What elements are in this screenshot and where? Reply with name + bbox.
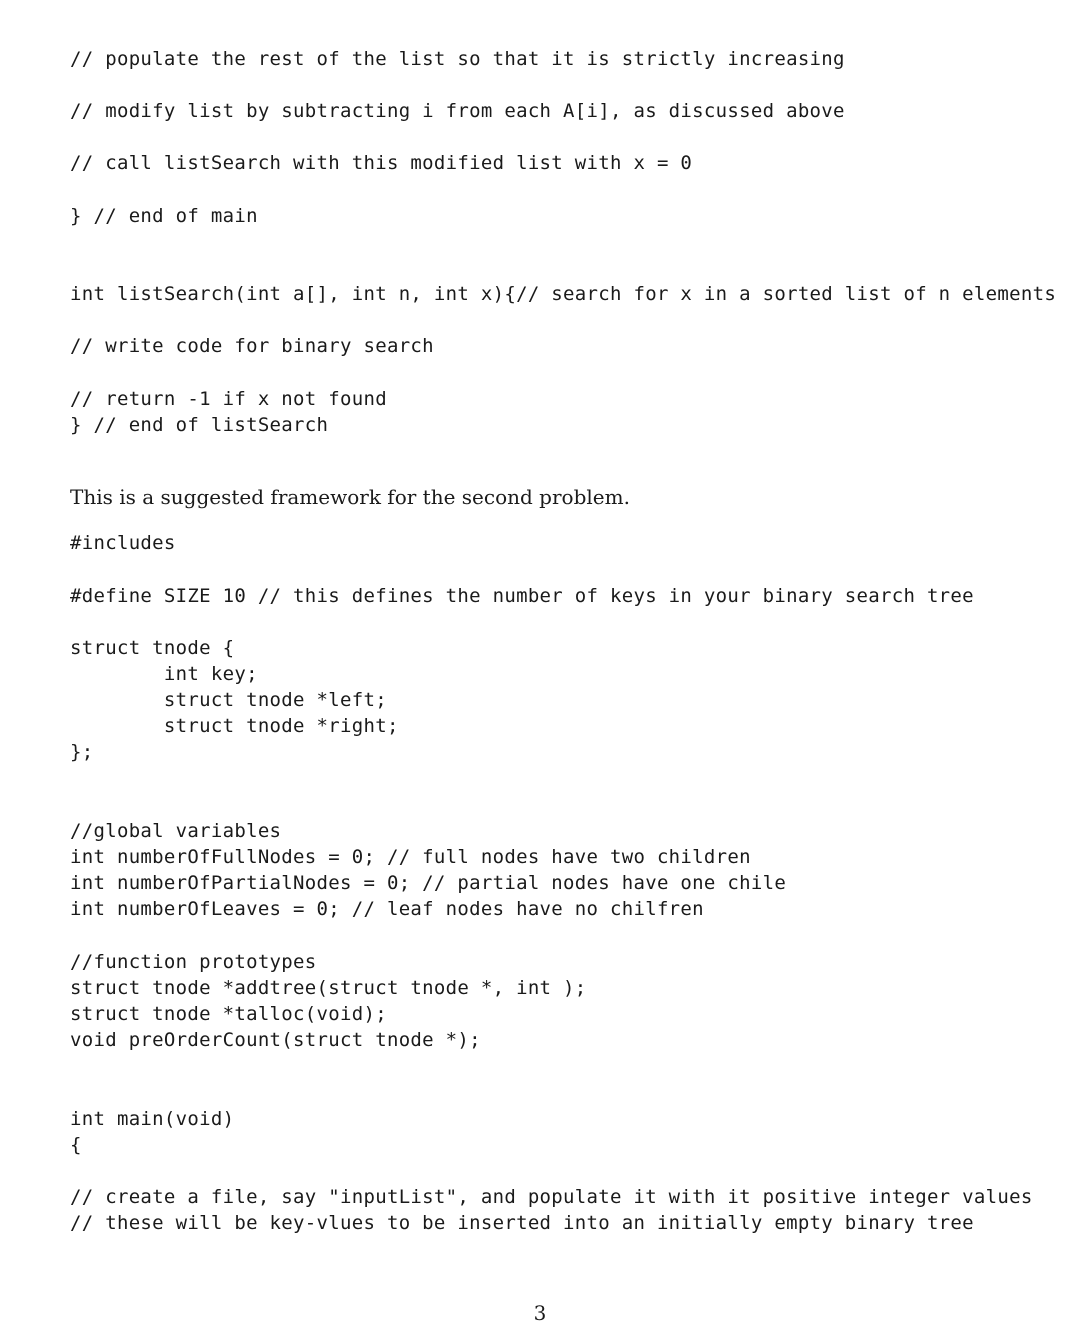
comment-populate-list: // populate the rest of the list so that it is strictly increasing: [70, 48, 845, 70]
end-of-listsearch-line: } // end of listSearch: [70, 414, 329, 436]
comment-call-listsearch: // call listSearch with this modified list with x = 0: [70, 152, 693, 174]
main-open-brace: {: [70, 1134, 82, 1156]
struct-field-left: struct tnode *left;: [70, 689, 387, 711]
comment-binary-search: // write code for binary search: [70, 335, 434, 357]
comment-return-not-found: // return -1 if x not found: [70, 388, 387, 410]
struct-tnode-close: };: [70, 741, 94, 763]
define-size-line: #define SIZE 10 // this defines the number of keys in your binary search tree: [70, 585, 974, 607]
prototype-talloc: struct tnode *talloc(void);: [70, 1003, 387, 1025]
includes-line: #includes: [70, 532, 176, 554]
global-variables-comment: //global variables: [70, 820, 282, 842]
end-of-main-line: } // end of main: [70, 205, 258, 227]
struct-field-right: struct tnode *right;: [70, 715, 399, 737]
comment-key-values: // these will be key-vlues to be inserted into an initially empty binary tree: [70, 1212, 974, 1234]
function-prototypes-comment: //function prototypes: [70, 951, 317, 973]
comment-modify-list: // modify list by subtracting i from each A[i], as discussed above: [70, 100, 845, 122]
struct-tnode-open: struct tnode {: [70, 637, 235, 659]
global-partial-nodes: int numberOfPartialNodes = 0; // partial nodes have one chile: [70, 872, 787, 894]
main-signature: int main(void): [70, 1108, 235, 1130]
global-leaves: int numberOfLeaves = 0; // leaf nodes have no chilfren: [70, 898, 704, 920]
listsearch-signature: int listSearch(int a[], int n, int x){// search for x in a sorted list of n elements: [70, 283, 1057, 305]
prototype-addtree: struct tnode *addtree(struct tnode *, int );: [70, 977, 587, 999]
page-number: 3: [533, 1301, 547, 1325]
global-full-nodes: int numberOfFullNodes = 0; // full nodes have two children: [70, 846, 751, 868]
framework-intro-text: This is a suggested framework for the second problem.: [70, 485, 630, 509]
prototype-preordercount: void preOrderCount(struct tnode *);: [70, 1029, 481, 1051]
comment-create-file: // create a file, say "inputList", and populate it with it positive integer values: [70, 1186, 1033, 1208]
struct-field-key: int key;: [70, 663, 258, 685]
